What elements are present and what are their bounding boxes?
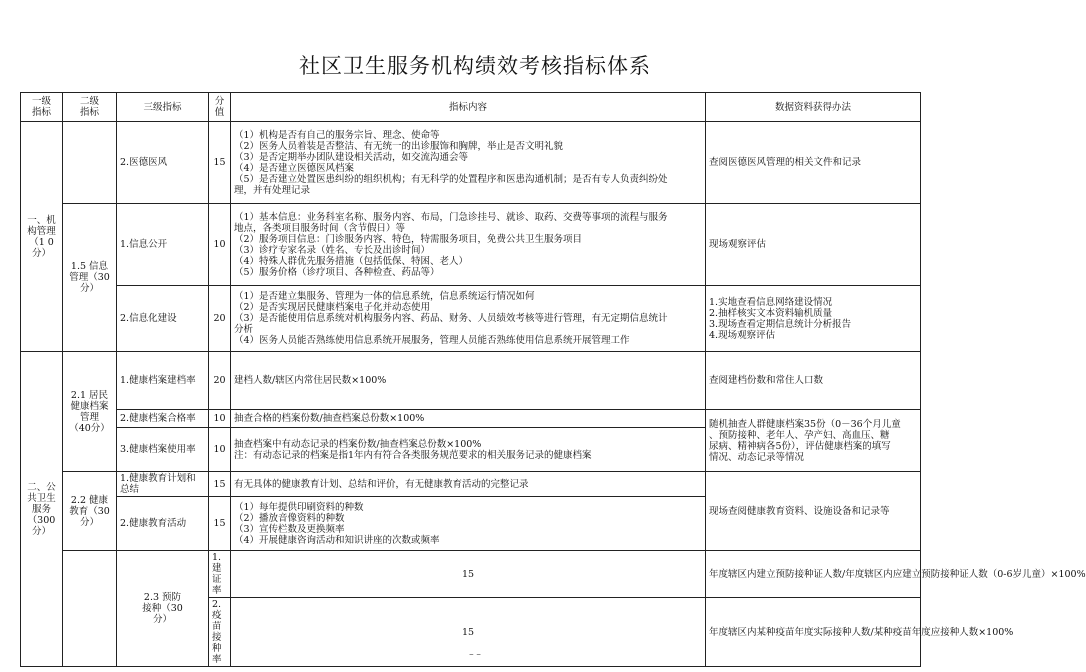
level3-cell: 1.信息公开 bbox=[117, 204, 209, 286]
content-line: 年度辖区内某种疫苗年度实际接种人数/某种疫苗年度应接种人数×100% bbox=[709, 626, 1014, 638]
content-line: （4）特殊人群优先服务措施（包括低保、特困、老人） bbox=[234, 255, 469, 267]
content-line: （2）播放音像资料的种数 bbox=[234, 512, 345, 524]
content-line: 分析 bbox=[234, 324, 254, 335]
method-line: 现场观察评估 bbox=[709, 239, 767, 250]
level1-cell: 二、公 共卫生 服务 （300 分） bbox=[21, 352, 63, 667]
header-method: 数据资料获得办法 bbox=[706, 93, 921, 122]
table-row bbox=[21, 472, 921, 497]
content-line: （5）是否建立处置医患纠纷的组织机构；有无科学的处置程序和医患沟通机制；是否有专人负责纠纷处 bbox=[234, 173, 668, 185]
header-row bbox=[21, 93, 921, 122]
level3-cell: 1.建证率 bbox=[209, 551, 231, 598]
content-line: （4）是否建立医德医风档案 bbox=[234, 162, 355, 174]
content-cell bbox=[231, 352, 706, 410]
level2-cell: 2.2 健康 教育（30 分） bbox=[63, 472, 117, 551]
score-cell: 10 bbox=[209, 204, 231, 286]
table-row bbox=[21, 122, 921, 204]
level2-cell: 1.5 信息 管理（30 分） bbox=[63, 204, 117, 352]
content-cell bbox=[231, 122, 706, 204]
header-score: 分 值 bbox=[209, 93, 231, 122]
content-line: （5）服务价格（诊疗项目、各种检查、药品等） bbox=[234, 266, 440, 278]
content-line: （4）医务人员能否熟练使用信息系统开展服务，管理人员能否熟练使用信息系统开展管理工作 bbox=[234, 335, 630, 346]
content-line: （3）是否能使用信息系统对机构服务内容、药品、财务、人员绩效考核等进行管理，有无定期信息统计 bbox=[234, 313, 668, 324]
content-line: （2）服务项目信息：门诊服务内容、特色，特需服务项目，免费公共卫生服务项目 bbox=[234, 233, 583, 245]
level3-cell: 1.健康教育计划和总结 bbox=[117, 472, 209, 497]
level3-cell: 2.健康档案合格率 bbox=[117, 410, 209, 428]
content-line: 建档人数/辖区内常住居民数×100% bbox=[234, 375, 387, 386]
method-cell bbox=[706, 352, 921, 410]
level3-cell: 3.健康档案使用率 bbox=[117, 428, 209, 472]
level3-cell: 2.疫苗接种率 bbox=[209, 598, 231, 667]
content-line: （2）是否实现居民健康档案电子化并动态使用 bbox=[234, 302, 431, 313]
table-row bbox=[21, 286, 921, 352]
score-cell: 20 bbox=[209, 352, 231, 410]
level2-cell bbox=[63, 122, 117, 204]
method-cell bbox=[706, 410, 921, 472]
content-line: （3）宣传栏数及更换频率 bbox=[234, 523, 345, 535]
score-cell: 15 bbox=[209, 497, 231, 551]
indicator-table bbox=[20, 92, 1086, 667]
method-line: 2.抽样核实文本资料输机质量 bbox=[709, 307, 833, 319]
score-cell: 10 bbox=[209, 410, 231, 428]
score-cell: 15 bbox=[231, 551, 706, 598]
table-row bbox=[21, 204, 921, 286]
method-cell bbox=[706, 286, 921, 352]
level1-cell: 一、机 构管理 （1 0 分） bbox=[21, 122, 63, 352]
level3-cell: 2.健康教育活动 bbox=[117, 497, 209, 551]
level2-cell: 2.1 居民 健康档案 管理 （40分） bbox=[63, 352, 117, 472]
level3-cell: 2.医德医风 bbox=[117, 122, 209, 204]
content-cell bbox=[231, 428, 706, 472]
score-cell: 20 bbox=[209, 286, 231, 352]
page-title: 社区卫生服务机构绩效考核指标体系 bbox=[299, 54, 651, 78]
score-cell: 10 bbox=[209, 428, 231, 472]
method-cell bbox=[706, 122, 921, 204]
content-line: （1）每年提供印刷资料的种数 bbox=[234, 501, 364, 513]
level3-cell: 2.信息化建设 bbox=[117, 286, 209, 352]
content-cell bbox=[231, 410, 706, 428]
level3-cell: 1.健康档案建档率 bbox=[117, 352, 209, 410]
content-line: 有无具体的健康教育计划、总结和评价，有无健康教育活动的完整记录 bbox=[234, 478, 529, 490]
method-line: 3.现场查看定期信息统计分析报告 bbox=[709, 318, 852, 330]
content-cell bbox=[231, 472, 706, 497]
content-line: （1）基本信息：业务科室名称、服务内容、布局，门急诊挂号、就诊、取药、交费等事项的流程与服务 bbox=[234, 211, 668, 223]
content-line: 地点，各类项目服务时间（含节假日）等 bbox=[234, 222, 406, 234]
method-line: 情况、动态记录等情况 bbox=[709, 451, 805, 463]
content-line: 抽查合格的档案份数/抽查档案总份数×100% bbox=[234, 413, 425, 424]
method-line: 查阅建档份数和常住人口数 bbox=[709, 375, 824, 386]
score-cell: 15 bbox=[209, 122, 231, 204]
score-cell: 15 bbox=[209, 472, 231, 497]
page-footer: – – bbox=[469, 650, 481, 660]
method-cell bbox=[706, 204, 921, 286]
method-line: 随机抽查人群健康档案35份（0－36个月儿童 bbox=[709, 418, 901, 430]
header-content: 指标内容 bbox=[231, 93, 706, 122]
method-line: 4.现场观察评估 bbox=[709, 329, 776, 341]
content-line: （1）是否建立集服务、管理为一体的信息系统，信息系统运行情况如何 bbox=[234, 291, 535, 302]
content-cell bbox=[231, 286, 706, 352]
content-line: （2）医务人员着装是否整洁、有无统一的出诊服饰和胸牌，举止是否文明礼貌 bbox=[234, 140, 564, 152]
content-cell bbox=[231, 497, 706, 551]
header-level1: 一级 指标 bbox=[21, 93, 63, 122]
method-line: 查阅医德医风管理的相关文件和记录 bbox=[709, 157, 862, 168]
method-line: 尿病、精神病各5份），评估健康档案的填写 bbox=[709, 440, 891, 452]
content-cell bbox=[231, 204, 706, 286]
header-level3: 三级指标 bbox=[117, 93, 209, 122]
method-line: 现场查阅健康教育资料、设施设备和记录等 bbox=[709, 505, 890, 517]
content-line: 年度辖区内建立预防接种证人数/年度辖区内应建立预防接种证人数（0-6岁儿童）×100% bbox=[709, 568, 1086, 580]
content-cell bbox=[706, 551, 1086, 598]
content-line: 理，并有处理记录 bbox=[234, 184, 311, 196]
method-cell bbox=[706, 472, 921, 551]
content-line: 注：有动态记录的档案是指1年内有符合各类服务规范要求的相关服务记录的健康档案 bbox=[234, 449, 592, 461]
level2-cell: 2.3 预防 接种（30 分） bbox=[117, 551, 209, 667]
content-line: （4）开展健康咨询活动和知识讲座的次数或频率 bbox=[234, 534, 440, 546]
content-line: （3）诊疗专家名录（姓名、专长及出诊时间） bbox=[234, 244, 431, 256]
content-line: （3）是否定期举办团队建设相关活动，如交流沟通会等 bbox=[234, 151, 469, 163]
header-level2: 二级 指标 bbox=[63, 93, 117, 122]
table-row bbox=[21, 352, 921, 410]
table-row bbox=[21, 410, 921, 428]
method-line: 1.实地查看信息网络建设情况 bbox=[709, 296, 833, 308]
score-cell: 15 bbox=[231, 598, 706, 667]
content-line: 抽查档案中有动态记录的档案份数/抽查档案总份数×100% bbox=[234, 438, 482, 450]
content-line: （1）机构是否有自己的服务宗旨、理念、使命等 bbox=[234, 129, 440, 141]
method-line: 、预防接种、老年人、孕产妇、高血压、糖 bbox=[709, 429, 890, 441]
table-row bbox=[21, 551, 921, 598]
